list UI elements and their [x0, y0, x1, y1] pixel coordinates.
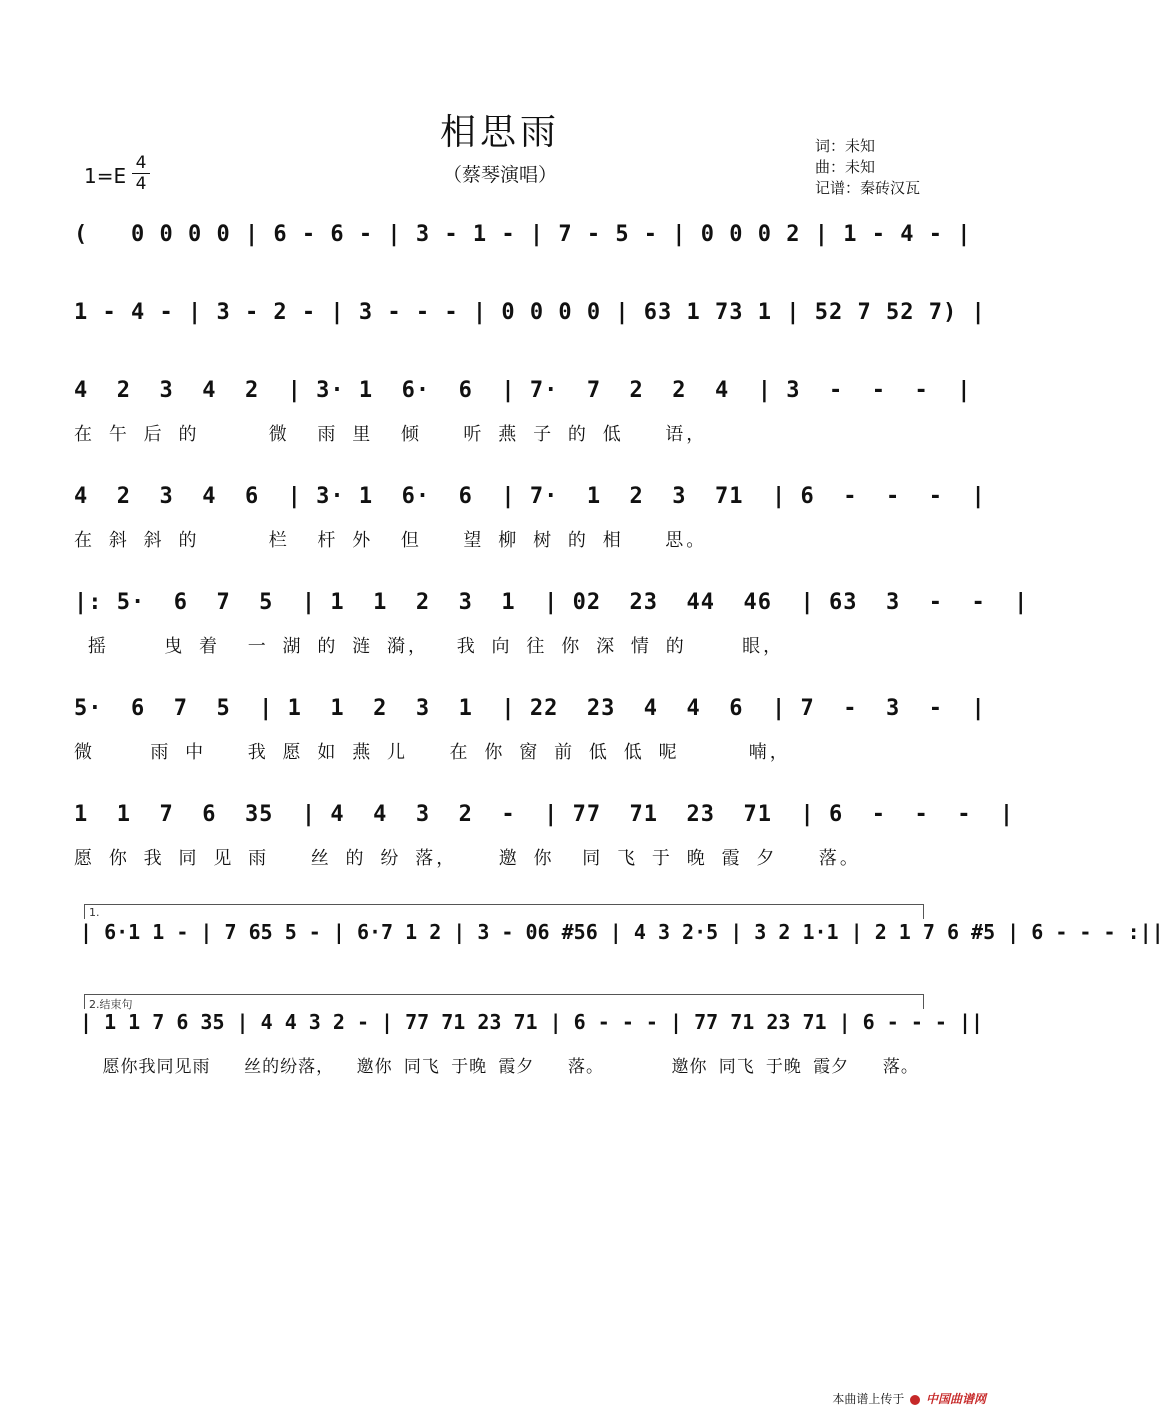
notation-line: 1 - 4 - | 3 - 2 - | 3 - - - | 0 0 0 0 | 63 1 73 1 | 52 7 52 7) | — [74, 300, 986, 325]
notation-line: |: 5· 6 7 5 | 1 1 2 3 1 | 02 23 44 46 | 63 3 - - | — [74, 590, 1029, 615]
footer — [832, 1390, 986, 1407]
notation-line: | 1 1 7 6 35 | 4 4 3 2 - | 77 71 23 71 | 6 - - - | 77 71 23 71 | 6 - - - || — [80, 1010, 984, 1034]
footer-text: 本曲谱上传于 — [832, 1392, 905, 1406]
site-logo-icon — [910, 1395, 920, 1405]
credits — [815, 136, 920, 199]
second-ending-bracket — [84, 994, 924, 1009]
key-signature: 1=E — [84, 164, 127, 188]
score-title: 相思雨 — [439, 112, 560, 153]
lyrics-line: 摇 曳 着 一 湖 的 涟 漪， 我 向 往 你 深 情 的 眼， — [74, 636, 785, 657]
lyrics-line: 愿你我同见雨 丝的纷落， 邀你 同飞 于晚 霞夕 落。 邀你 同飞 于晚 霞夕 落。 — [80, 1057, 919, 1077]
notation-line: 1 1 7 6 35 | 4 4 3 2 - | 77 71 23 71 | 6 - - - | — [74, 802, 1015, 827]
composer-credit: 曲：未知 — [814, 158, 875, 176]
time-signature-bottom: 4 — [135, 174, 147, 194]
notation-line: | 6·1 1 - | 7 65 5 - | 6·7 1 2 | 3 - 06 #56 | 4 3 2·5 | 3 2 1·1 | 2 1 7 6 #5 | 6 - - - :|| — [80, 920, 1164, 944]
notation-line: ( 0 0 0 0 | 6 - 6 - | 3 - 1 - | 7 - 5 - | 0 0 0 2 | 1 - 4 - | — [74, 222, 972, 247]
lyricist-credit: 词：未知 — [814, 137, 875, 155]
first-ending-bracket — [84, 904, 924, 919]
time-signature-top: 4 — [135, 153, 147, 173]
lyrics-line: 在 斜 斜 的 栏 杆 外 但 望 柳 树 的 相 思。 — [74, 530, 708, 551]
lyrics-line: 在 午 后 的 微 雨 里 倾 听 燕 子 的 低 语， — [74, 424, 708, 445]
volta-label: 1. — [89, 906, 100, 919]
notation-line: 5· 6 7 5 | 1 1 2 3 1 | 22 23 4 4 6 | 7 - 3 - | — [74, 696, 986, 721]
footer-brand-link[interactable]: 中国曲谱网 — [925, 1392, 986, 1406]
lyrics-line: 愿 你 我 同 见 雨 丝 的 纷 落， 邀 你 同 飞 于 晚 霞 夕 落。 — [74, 848, 861, 869]
transcriber-credit: 记谱：秦砖汉瓦 — [814, 179, 920, 197]
volta-label: 2.结束句 — [89, 998, 133, 1011]
lyrics-line: 微 雨 中 我 愿 如 燕 儿 在 你 窗 前 低 低 呢 喃， — [74, 742, 791, 763]
time-signature — [132, 154, 150, 193]
notation-line: 4 2 3 4 6 | 3· 1 6· 6 | 7· 1 2 3 71 | 6 - - - | — [74, 484, 986, 509]
score-subtitle: （蔡琴演唱） — [442, 164, 557, 186]
notation-line: 4 2 3 4 2 | 3· 1 6· 6 | 7· 7 2 2 4 | 3 - - - | — [74, 378, 972, 403]
